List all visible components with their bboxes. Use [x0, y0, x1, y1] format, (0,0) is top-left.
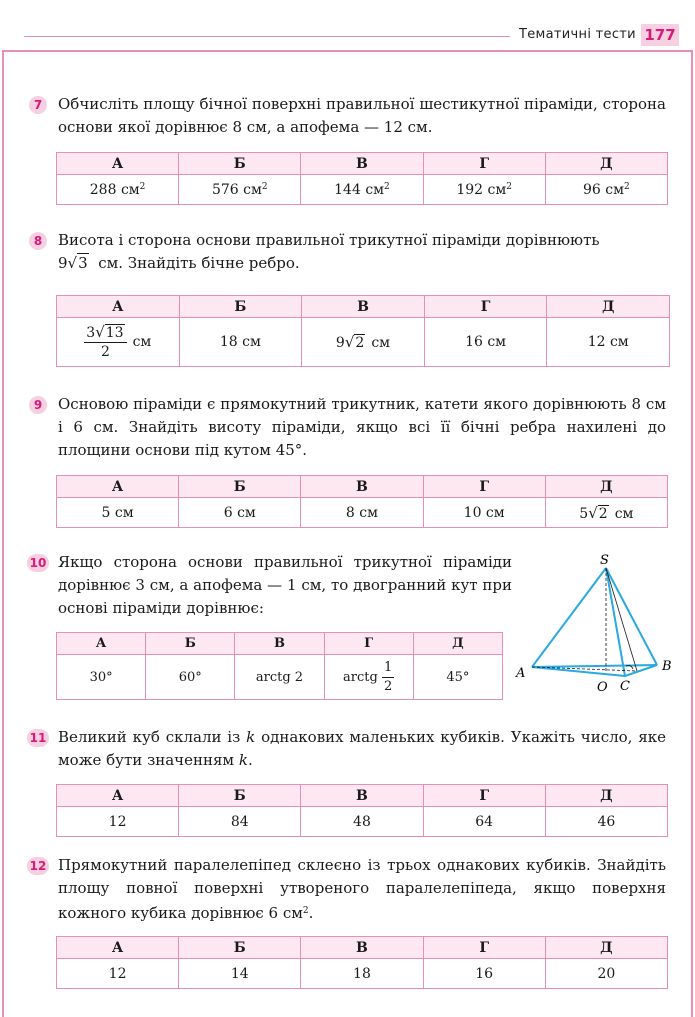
- option-label: В: [301, 785, 423, 807]
- answer-12-c: 18: [301, 959, 423, 989]
- option-label: Г: [423, 937, 545, 959]
- question-number-7: 7: [29, 96, 47, 114]
- answer-10-e: 45°: [413, 655, 502, 700]
- question-10-text: Якщо сторона основи правильної трикутної піраміди дорівнює 3 см, а апофема — 1 см, то двогранний кут при основі піраміди дорівнює:: [58, 553, 512, 617]
- answer-table-12: [56, 936, 668, 989]
- answer-11-e: 46: [545, 807, 667, 837]
- vertex-label-c: C: [620, 679, 630, 694]
- question-7-text: Обчисліть площу бічної поверхні правильної шестикутної піраміди, сторона основи якої дорівнює 8 см, а апофема — 12 см.: [58, 95, 666, 136]
- answer-12-e: 20: [545, 959, 667, 989]
- answer-9-c: 8 см: [301, 498, 423, 528]
- answer-12-b: 14: [179, 959, 301, 989]
- answer-7-c: 144 $см^2$: [301, 175, 423, 205]
- question-8-text: Висота і сторона основи правильної трикутної піраміди дорівнюють 9√3 см. Знайдіть бічне ребро.: [58, 231, 600, 272]
- option-label: В: [301, 153, 423, 175]
- answer-8-d: 16 см: [424, 318, 547, 367]
- option-label: Д: [545, 937, 667, 959]
- answer-9-e: 5√2 см: [545, 498, 667, 528]
- option-label: Б: [179, 476, 301, 498]
- answer-table-8: [56, 295, 670, 367]
- answer-9-a: 5 см: [57, 498, 179, 528]
- answer-10-c: arctg 2: [235, 655, 324, 700]
- answer-11-c: 48: [301, 807, 423, 837]
- edge-sa: [532, 568, 606, 667]
- option-label: Г: [324, 633, 413, 655]
- option-label: Г: [424, 296, 547, 318]
- vertex-label-b: B: [662, 659, 672, 674]
- option-label: Б: [179, 937, 301, 959]
- option-label: Б: [179, 296, 302, 318]
- question-number-9: 9: [29, 396, 47, 414]
- answer-8-a: $\frac{3√13}{2}$ см: [57, 318, 180, 367]
- answer-9-b: 6 см: [179, 498, 301, 528]
- answer-8-e: 12 см: [547, 318, 670, 367]
- option-label: Д: [413, 633, 502, 655]
- answer-table-11: [56, 784, 668, 837]
- page-number: 177: [641, 24, 679, 46]
- option-label: Б: [179, 785, 301, 807]
- running-header-title: Тематичні тести: [519, 27, 636, 42]
- answer-11-d: 64: [423, 807, 545, 837]
- option-label: Д: [545, 785, 667, 807]
- option-label: Г: [423, 476, 545, 498]
- answer-9-d: 10 см: [423, 498, 545, 528]
- option-label: Б: [179, 153, 301, 175]
- pyramid-base: [532, 665, 657, 676]
- question-number-11: 11: [27, 729, 49, 747]
- option-label: В: [235, 633, 324, 655]
- option-label: А: [57, 296, 180, 318]
- option-label: Д: [545, 476, 667, 498]
- point-label-o: O: [597, 680, 608, 695]
- answer-7-b: 576 $см^2$: [179, 175, 301, 205]
- answer-table-9: [56, 475, 668, 528]
- option-label: В: [301, 476, 423, 498]
- answer-8-c: 9√2 см: [302, 318, 425, 367]
- option-label: А: [57, 785, 179, 807]
- vertex-label-s: S: [600, 553, 609, 568]
- option-label: Д: [547, 296, 670, 318]
- answer-7-a: 288 $см^2$: [57, 175, 179, 205]
- answer-7-e: 96 $см^2$: [545, 175, 667, 205]
- question-number-10: 10: [27, 554, 49, 572]
- answer-table-7: [56, 152, 668, 205]
- answer-11-b: 84: [179, 807, 301, 837]
- pyramid-figure: [512, 550, 682, 695]
- option-label: А: [57, 937, 179, 959]
- option-label: Д: [545, 153, 667, 175]
- answer-10-b: 60°: [146, 655, 235, 700]
- vertex-label-a: A: [516, 666, 526, 681]
- option-label: В: [302, 296, 425, 318]
- answer-10-a: 30°: [57, 655, 146, 700]
- header-rule: [24, 36, 510, 37]
- answer-table-10: [56, 632, 503, 700]
- answer-10-d: arctg $\frac{1}{2}$: [324, 655, 413, 700]
- answer-12-a: 12: [57, 959, 179, 989]
- answer-12-d: 16: [423, 959, 545, 989]
- question-11-text: Великий куб склали із k однакових маленьких кубиків. Укажіть число, яке може бути значенням k.: [58, 728, 666, 769]
- option-label: Г: [423, 153, 545, 175]
- answer-8-b: 18 см: [179, 318, 302, 367]
- question-number-8: 8: [29, 232, 47, 250]
- question-9-text: Основою піраміди є прямокутний трикутник, катети якого дорівнюють 8 см і 6 см. Знайдіть висоту піраміди, якщо всі її бічні ребра нахилені до площини основи під кутом 45°.: [58, 395, 666, 459]
- option-label: А: [57, 476, 179, 498]
- option-label: Б: [146, 633, 235, 655]
- option-label: А: [57, 153, 179, 175]
- option-label: Г: [423, 785, 545, 807]
- answer-7-d: 192 $см^2$: [423, 175, 545, 205]
- question-12-text: Прямокутний паралелепіпед склеєно із трьох однакових кубиків. Знайдіть площу повної поверхні утвореного паралелепіпеда, якщо поверхня кожного кубика дорівнює 6 $см^2$.: [58, 856, 666, 922]
- question-number-12: 12: [27, 857, 49, 875]
- option-label: В: [301, 937, 423, 959]
- answer-11-a: 12: [57, 807, 179, 837]
- option-label: А: [57, 633, 146, 655]
